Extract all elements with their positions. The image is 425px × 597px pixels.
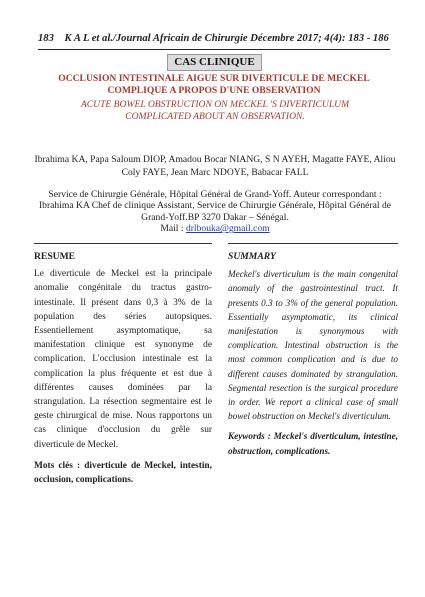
article-title-fr: OCCLUSION INTESTINALE AIGUE SUR DIVERTICULE DE MECKEL COMPLIQUE A PROPOS D'UNE OBSERVATION — [58, 73, 370, 96]
resume-column — [34, 250, 212, 487]
resume-text: Le diverticule de Meckel est la principale anomalie congénitale du tractus gastro-intestinale. Il présent dans 0,3 à 3% de la population des séries autopsiques. Essentiellement asymptomatique, sa manifestation clinique est synonyme de complication. L'occlusion intestinale est la complication la plus fréquente et est due à différentes causes dominées par la strangulation. La résection segmentaire est le geste chirurgical de mise. Nous rapportons un cas clinique d'occlusion du grêle sur diverticule de Meckel. — [34, 269, 212, 450]
summary-keywords: Keywords : Meckel's diverticulum, intestine, obstruction, complications. — [228, 431, 398, 456]
summary-text: Meckel's diverticulum is the main congenital anomaly of the gastrointestinal tract. It presents 0.3 to 3% of the general population. Essentially asymptomatic, its clinical manifestation is synonymous with complication. Intestinal obstruction is the most common complication and is due to different causes dominated by strangulation. Segmental resection is the surgical procedure in order. We report a clinical case of small bowel obstruction on Meckel's diverticulum. — [228, 269, 398, 422]
resume-heading: RESUME — [34, 251, 76, 262]
journal-citation: K A L et al./Journal Africain de Chirurgie Décembre 2017; 4(4): 183 - 186 — [64, 33, 389, 44]
article-title-en: ACUTE BOWEL OBSTRUCTION ON MECKEL 'S DIVERTICULUM COMPLICATED ABOUT AN OBSERVATION. — [80, 99, 350, 122]
summary-heading: SUMMARY — [228, 251, 276, 262]
mail-line — [34, 223, 396, 234]
page-number: 183 — [38, 33, 54, 44]
section-label: CAS CLINIQUE — [167, 54, 262, 71]
resume-keywords: Mots clés : diverticule de Meckel, intestin, occlusion, complications. — [34, 460, 212, 486]
mail-label: Mail : — [160, 223, 184, 235]
summary-column — [228, 250, 398, 458]
journal-header — [38, 33, 398, 44]
affiliation-text: Service de Chirurgie Générale, Hôpital Général de Grand-Yoff. Auteur correspondant : Ibrahima KA Chef de clinique Assistant, Service de Chirurgie Générale, Hôpital Général de Grand-Yoff.BP 3270 Dakar – Sénégal. — [38, 189, 392, 223]
left-column-rule — [34, 243, 212, 244]
affiliation-block — [34, 189, 396, 235]
header-rule — [38, 49, 390, 50]
right-column-rule — [228, 243, 398, 244]
mail-link[interactable]: drlbouka@gmail.com — [185, 223, 270, 235]
author-list: Ibrahima KA, Papa Saloum DIOP, Amadou Bocar NIANG, S N AYEH, Magatte FAYE, Aliou Coly FAYE, Jean Marc NDOYE, Babacar FALL — [34, 154, 396, 178]
